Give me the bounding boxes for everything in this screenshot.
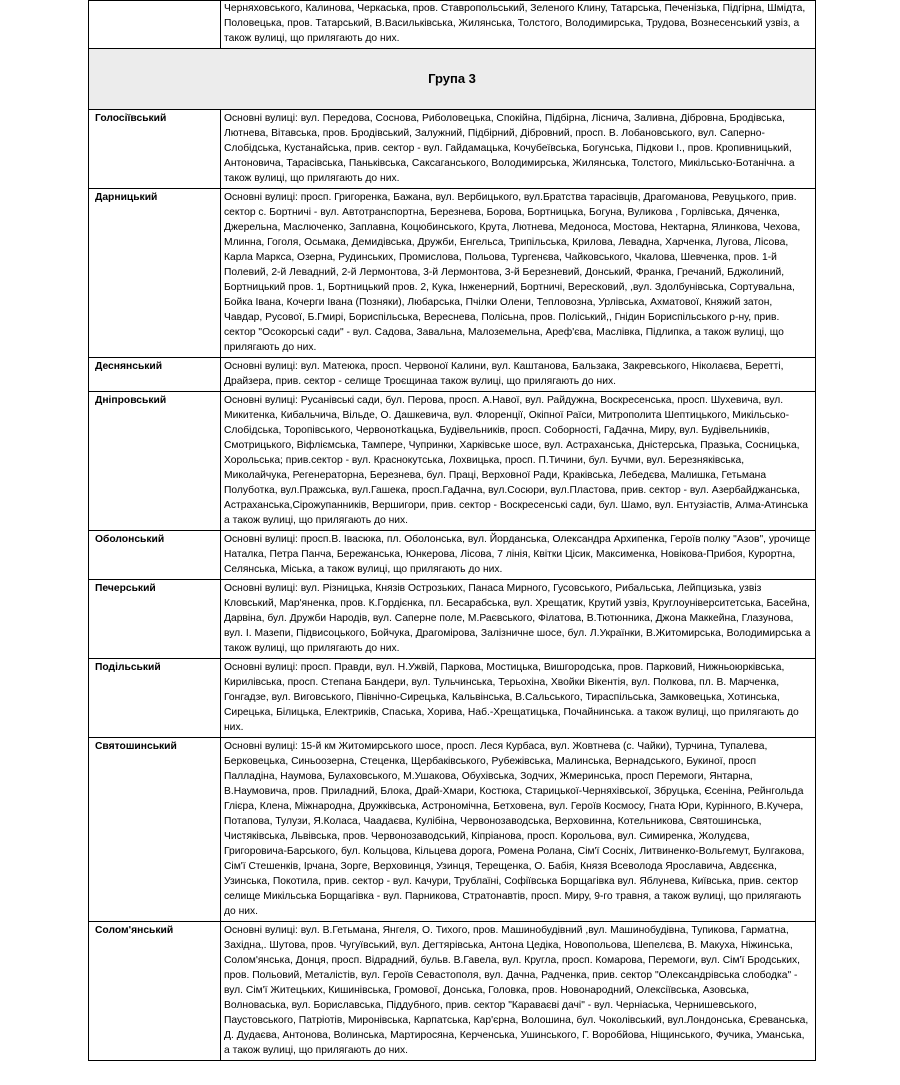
group-header-row [89, 49, 816, 110]
district-row [89, 189, 816, 358]
district-name: Дарницький [89, 189, 221, 358]
district-row [89, 659, 816, 738]
district-name: Дніпровський [89, 392, 221, 531]
continued-row [89, 1, 816, 49]
district-streets: Основні вулиці: просп.В. Івасюка, пл. Оболонська, вул. Йорданська, Олександра Архипенка, Героїв полку "Азов", урочище Наталка, Петра Панча, Бережанська, Юнкерова, Лісова, 7 лінія, Квітки Цісик, Максименка, Новікова-Прибоя, Курортна, Селянська, Міська, а також вулиці, що прилягають до них. [221, 531, 816, 580]
district-row [89, 392, 816, 531]
district-name: Подільський [89, 659, 221, 738]
district-row [89, 358, 816, 392]
continued-streets-cell: Черняховського, Калинова, Черкаська, пров. Ставропольський, Зеленого Клину, Татарська, Печенізька, Підгірна, Шмідта, Половецька, пров. Татарський, В.Васильківська, Жилянська, Толстого, Володимирська, Трудова, Вознесенський узвіз, а також вулиці, що прилягають до них. [221, 1, 816, 49]
district-streets: Основні вулиці: 15-й км Житомирського шосе, просп. Леся Курбаса, вул. Жовтнева (с. Чайки), Турчина, Тупалева, Берковецька, Синьоозерна, Стеценка, Щербаківського, Рубежівська, Малинська, Вернадського, Букиної, просп Палладіна, Наумова, Булаховського, М.Ушакова, Обухівська, Зодчих, Жмеринська, просп Перемоги, Янтарна, В.Наумовича, пров. Приладний, Блока, Драй-Хмари, Костюка, Старицької-Черняхівської, Збруцька, Єсеніна, Рейнгольда Глієра, Клена, Міжнародна, Дружківська, Астрономічна, Бетховена, вул. Героїв Космосу, Гната Юри, Курінного, В.Кучера, Потапова, Тулузи, Я.Коласа, Чаадаєва, Кулібіна, Червонозаводська, Верховинна, Котельникова, Святошинська, Чистяківська, Львівська, пров. Червонозаводський, Кіпріанова, просп. Корольова, вул. Симиренка, Жолудєва, Григоровича-Барського, бул. Кольцова, Кільцева дорога, Ромена Ролана, Сім'ї Сосніх, Литвиненко-Вольгемут, Булгакова, Сім'ї Стешенків, Ірчана, Зорге, Верховинця, Узинця, Терещенка, О. Бабія, Князя Всеволода Ярославича, Авдєєнка, Узинська, Покотила, прив. сектор - вул. Качури, Трублаїні, Софіївська Борщагівка вул. Яблунева, Київська, прив. сектор селище Микільська Борщагівка - вул. Парникова, Стратонавтів, просп. Миру, 9-го травня, а також вулиці, що прилягають до них. [221, 738, 816, 922]
district-row [89, 580, 816, 659]
district-streets: Основні вулиці: вул. Різницька, Князів Острозьких, Панаса Мирного, Гусовського, Рибальська, Лейпцизька, узвіз Кловський, Мар'яненка, пров. К.Гордієнка, пл. Бесарабська, вул. Хрещатик, Крутий узвіз, Круглоуніверситетська, Басейна, Дарвіна, бул. Дружби Народів, вул. Саперне поле, М.Раєвського, Філатова, В.Тютюнника, Джона Маккейна, Глазунова, вул. І. Мазепи, Підвисоцького, Бойчука, Драгомірова, Залізничне шосе, бул. Л.Українки, В.Житомирська, Володимирська а також вулиці, що прилягають до них. [221, 580, 816, 659]
district-name: Оболонський [89, 531, 221, 580]
district-name: Печерський [89, 580, 221, 659]
district-name: Голосіївський [89, 110, 221, 189]
district-streets: Основні вулиці: вул. Передова, Соснова, Риболовецька, Спокійна, Підбірна, Лісничa, Заливна, Дібровна, Бродівська, Лютнева, Вітавська, пров. Бродівський, Залужний, Підбірний, Дібровний, просп. В. Лобановського, вул. Саперно-Слобідська, Кустанайська, прив. сектор - вул. Гайдамацька, Кочубеївська, Богунська, Підкови І., пров. Кропивницький, Антоновича, Тарасівська, Паньківська, Саксаганського, Володимирська, Жилянська, Толстого, Микільсько-Ботанічна. а також вулиці, що прилягають до них. [221, 110, 816, 189]
district-streets: Основні вулиці: вул. Матеюка, просп. Червоної Калини, вул. Каштанова, Бальзака, Закревського, Ніколаєва, Беретті, Драйзера, прив. сектор - селище Троєщинаа також вулиці, що прилягають до них. [221, 358, 816, 392]
district-streets: Основні вулиці: вул. В.Гетьмана, Янгеля, О. Тихого, пров. Машинобудівний ,вул. Машинобудівна, Тупикова, Гарматна, Західна,. Шутова, пров. Чугуївський, вул. Дегтярівська, Антона Цедіка, Новопольова, Шепелєва, В. Макуха, Ніжинська, Солом'янська, Донця, просп. Відрадний, бульв. В.Гавела, вул. Кругла, просп. Комарова, Перемоги, вул. Сім'ї Бродських, пров. Польовий, Металістів, вул. Героїв Севастополя, вул. Дачна, Радченка, прив. сектор "Олександрівська слободка" - вул. Сім'ї Житецьких, Кишинівська, Громової, Донська, Головка, пров. Новонародний, Олексіївська, Азовська, Волноваська, вул. Бориславська, Піддубного, прив. сектор "Караваєві дачі" - вул. Черніаська, Чернишевського, Паустовського, Патріотів, Миронівська, Карпатська, Кар'єрна, Волошина, бул. Чоколівський, вул.Лондонська, Єреванська, Д. Дудаєва, Антонова, Волинська, Мартиросяна, Керченська, Ушинського, Г. Воробйова, Ніщинського, Фучика, Уманська, а також вулиці, що прилягають до них. [221, 922, 816, 1061]
group-title: Група 3 [89, 49, 816, 110]
continued-name-cell [89, 1, 221, 49]
district-streets: Основні вулиці: Русанівські сади, бул. Перова, просп. А.Навої, вул. Райдужна, Воскресенська, просп. Шухевича, вул. Микитенка, Кибальчича, Вільде, О. Дашкевича, вул. Флоренції, Окіпної Раїси, Митрополита Шептицького, Микільсько-Слобідська, Торопівського, Червонотkацька, Будівельників, просп. Соборності, ГаДачна, Миру, вул. Будівельників, Смотрицького, Віфліємська, Тампере, Чупринки, Харківське шосе, вул. Астраханська, Дністерська, Празька, Сосницька, Хорольська; прив.сектор - вул. Краснокутська, Лохвицька, просп. П.Тичини, бул. Бучми, вул. Березняківська, Миколайчука, Регенераторна, Березнева, бул. Праці, Верховної Ради, Краківська, Лебедєва, Малишка, Гетьмана Полуботка, вул.Пражська, вул.Гашека, просп.ГаДачна, вул.Сосюри, вул.Пластова, прив. сектор - вул. Азербайджанська, Астраханська,Сірожупанників, Вершигори, прив. сектор - Воскресенські сади, бул. Шамо, вул. Ентузіастів, Алма-Атинська а також вулиці, що прилягають до них. [221, 392, 816, 531]
district-row [89, 531, 816, 580]
district-name: Солом'янський [89, 922, 221, 1061]
district-row [89, 738, 816, 922]
district-name: Деснянський [89, 358, 221, 392]
district-name: Святошинський [89, 738, 221, 922]
districts-table [88, 0, 816, 1061]
district-streets: Основні вулиці: просп. Правди, вул. Н.Ужвій, Паркова, Мостицька, Вишгородська, пров. Парковий, Нижньоюрківська, Кирилівська, просп. Степана Бандери, вул. Тульчинська, Терьохіна, Хвойки Вікентія, вул. Полкова, пл. В. Марченка, Гонгадзе, вул. Виговського, Північно-Сирецька, Кальвінська, В.Сальського, Тираспільська, Замковецька, Хотинська, Сирецька, Білицька, Електриків, Спаська, Хорива, Наб.-Хрещатицька, Почайнинська. а також вулиці, що прилягають до них. [221, 659, 816, 738]
district-streets: Основні вулиці: просп. Григоренка, Бажана, вул. Вербицького, вул.Братства тарасівців, Драгоманова, Ревуцького, прив. сектор с. Бортничі - вул. Автотранспортна, Березнева, Борова, Бортницька, Богуна, Вуликова , Горлівська, Дяченка, Джерельна, Маслюченко, Заплавна, Коцюбинського, Крута, Лютнева, Медоноса, Мостова, Нектарна, Ялинкова, Чехова, Млинна, Гоголя, Осьмака, Демидівська, Дружби, Енгельса, Трипільська, Крилова, Левадна, Харченка, Лугова, Лісова, Карла Маркса, Озерна, Рудинських, Промислова, Польова, Тургенєва, Чайковського, Чкалова, Шевченка, пров. 1-й Полевий, 2-й Левадний, 2-й Лермонтова, 3-й Лермонтова, 3-й Березневий, Донський, Франка, Гречаний, Бджолиний, Бортницький пров. 1, Бортницький пров. 2, Кука, Інженерний, Бортничі, Вересковий, ,вул. Здолбунівська, Сортувальна, Бойка Івана, Кочерги Івана (Позняки), Любарська, Пчілки Олени, Тепловозна, Урлівська, Ахматової, Княжий затон, Чавдар, Русової, Б.Гмирі, Бориспільська, Вереснева, Полісьна, пров. Поліський,, Гнідин Бориспільського р-ну, прив. сектор "Осокорські сади" - вул. Садова, Завальна, Малоземельна, Ареф'єва, Маслівка, Підлипка, а також вулиці, що прилягають до них. [221, 189, 816, 358]
district-row [89, 110, 816, 189]
district-row [89, 922, 816, 1061]
